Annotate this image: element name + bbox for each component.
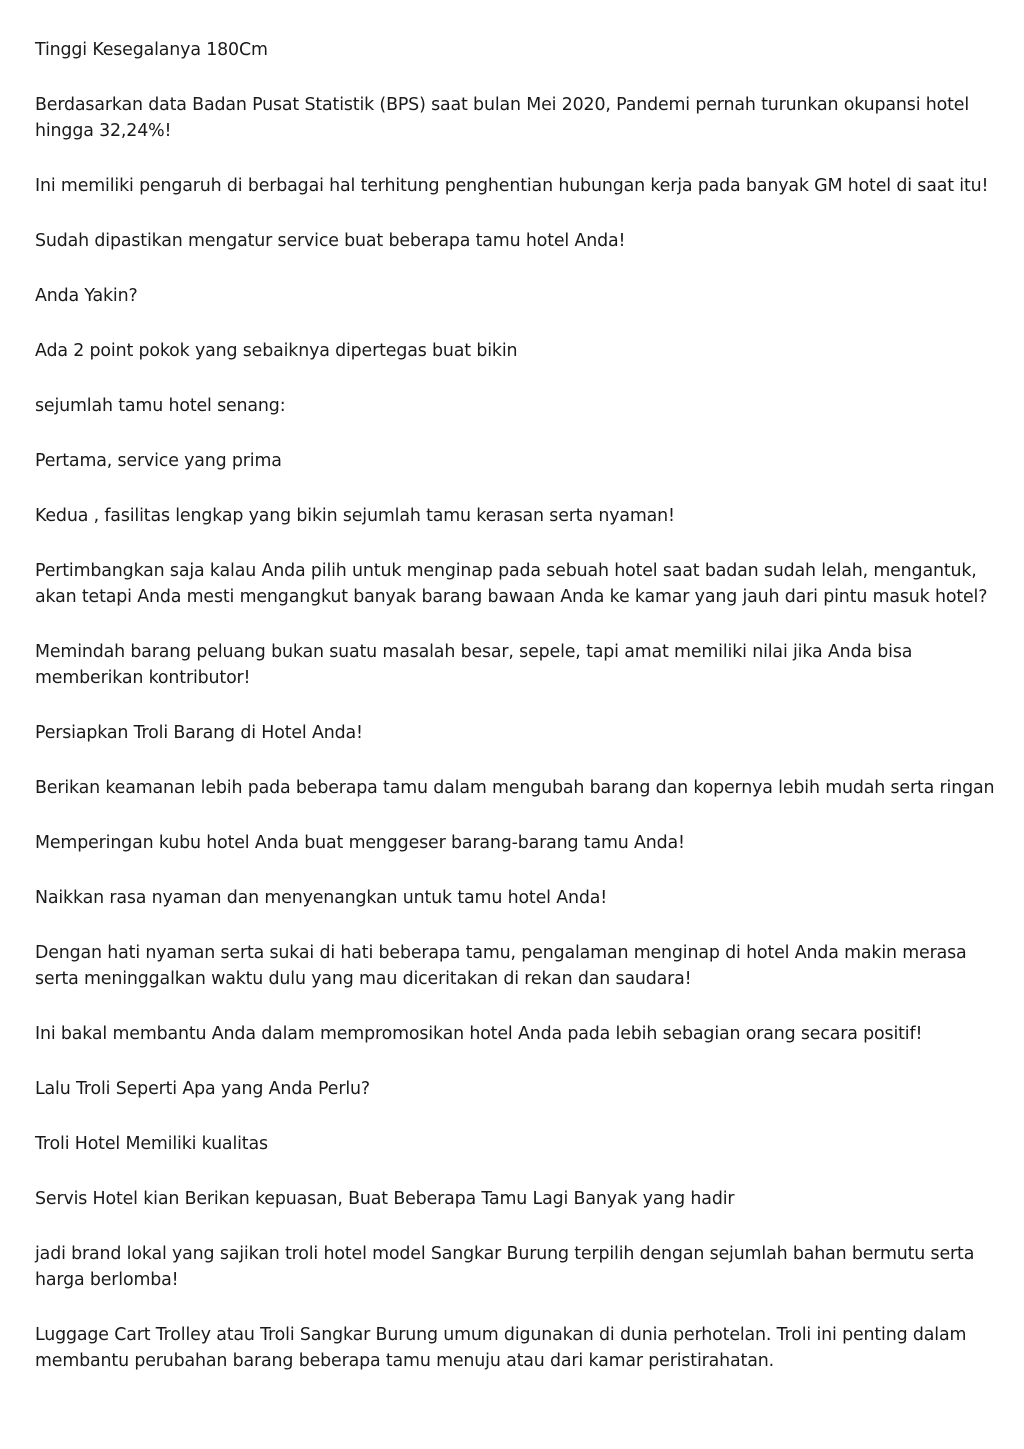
paragraph: Anda Yakin? xyxy=(35,286,138,306)
paragraph: Pertimbangkan saja kalau Anda pilih untuk menginap pada sebuah hotel saat badan sudah lelah, mengantuk, akan tetapi Anda mesti mengangkut banyak barang bawaan Anda ke kamar yang jauh dari pintu masuk hotel? xyxy=(35,561,988,607)
paragraph: Ada 2 point pokok yang sebaiknya dipertegas buat bikin xyxy=(35,341,518,361)
paragraph: Berikan keamanan lebih pada beberapa tamu dalam mengubah barang dan kopernya lebih mudah serta ringan xyxy=(35,778,995,798)
paragraph: Servis Hotel kian Berikan kepuasan, Buat Beberapa Tamu Lagi Banyak yang hadir xyxy=(35,1189,735,1209)
paragraph: Berdasarkan data Badan Pusat Statistik (BPS) saat bulan Mei 2020, Pandemi pernah turunkan okupansi hotel hingga 32,24%! xyxy=(35,95,970,141)
paragraph-title: Tinggi Kesegalanya 180Cm xyxy=(35,40,268,60)
paragraph: Sudah dipastikan mengatur service buat beberapa tamu hotel Anda! xyxy=(35,231,626,251)
paragraph: Memindah barang peluang bukan suatu masalah besar, sepele, tapi amat memiliki nilai jika Anda bisa memberikan kontributor! xyxy=(35,642,913,688)
paragraph: Memperingan kubu hotel Anda buat menggeser barang-barang tamu Anda! xyxy=(35,833,685,853)
paragraph: jadi brand lokal yang sajikan troli hotel model Sangkar Burung terpilih dengan sejumlah bahan bermutu serta harga berlomba! xyxy=(35,1244,975,1290)
paragraph: Persiapkan Troli Barang di Hotel Anda! xyxy=(35,723,363,743)
paragraph: Troli Hotel Memiliki kualitas xyxy=(35,1134,268,1154)
paragraph: Naikkan rasa nyaman dan menyenangkan untuk tamu hotel Anda! xyxy=(35,888,608,908)
paragraph: Kedua , fasilitas lengkap yang bikin sejumlah tamu kerasan serta nyaman! xyxy=(35,506,675,526)
paragraph: Ini bakal membantu Anda dalam mempromosikan hotel Anda pada lebih sebagian orang secara positif! xyxy=(35,1024,923,1044)
paragraph: Lalu Troli Seperti Apa yang Anda Perlu? xyxy=(35,1079,370,1099)
paragraph: Pertama, service yang prima xyxy=(35,451,282,471)
paragraph: sejumlah tamu hotel senang: xyxy=(35,396,286,416)
paragraph: Ini memiliki pengaruh di berbagai hal terhitung penghentian hubungan kerja pada banyak GM hotel di saat itu! xyxy=(35,176,989,196)
paragraph: Luggage Cart Trolley atau Troli Sangkar Burung umum digunakan di dunia perhotelan. Troli ini penting dalam membantu perubahan barang beberapa tamu menuju atau dari kamar peristirahatan. xyxy=(35,1325,967,1371)
document-body xyxy=(35,37,995,1403)
paragraph: Dengan hati nyaman serta sukai di hati beberapa tamu, pengalaman menginap di hotel Anda makin merasa serta meninggalkan waktu dulu yang mau diceritakan di rekan dan saudara! xyxy=(35,943,967,989)
